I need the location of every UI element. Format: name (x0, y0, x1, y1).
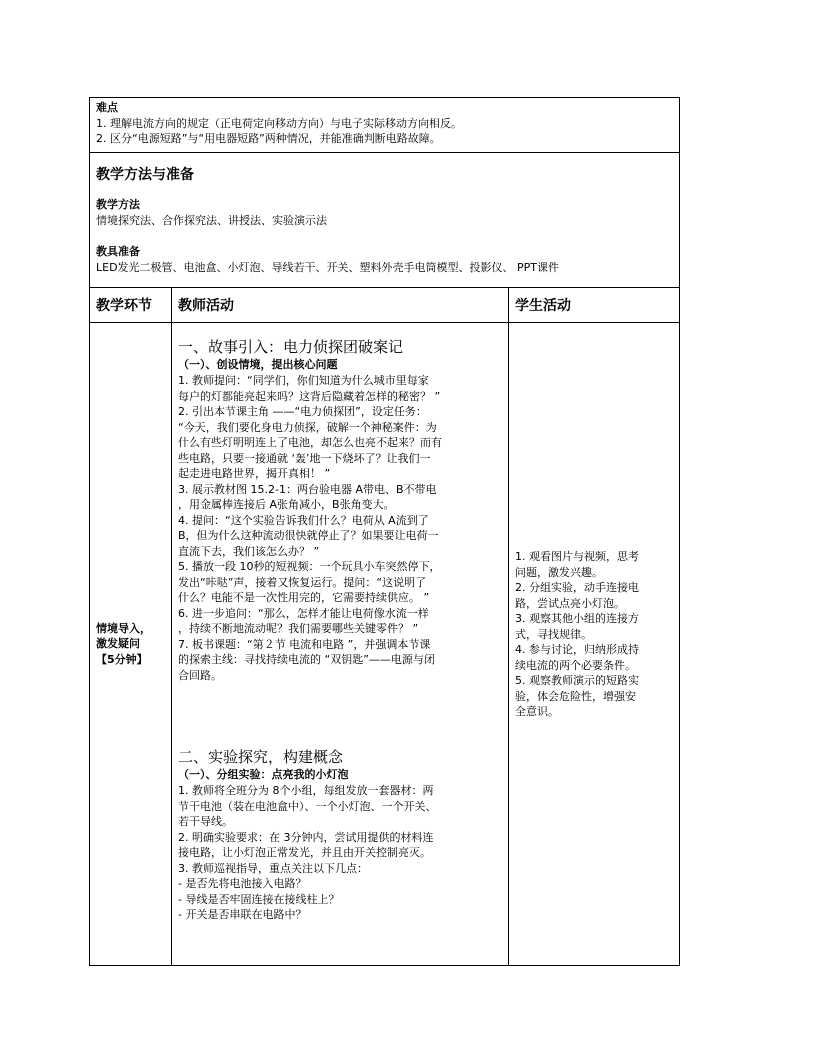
methods-cell (90, 153, 680, 288)
part2-title: 二、实验探究，构建概念 (178, 748, 344, 766)
part1-line-1: 1. 教师提问：“同学们，你们知道为什么城市里每家 (178, 374, 429, 387)
header-teacher: 教师活动 (172, 288, 509, 323)
difficulty-cell (90, 98, 680, 153)
header-stage: 教学环节 (90, 288, 172, 323)
part2-line-3: 若干导线。 (178, 815, 233, 828)
part1-line-12: 直流下去，我们该怎么办？ ” (178, 544, 320, 558)
stage-cell (90, 323, 172, 966)
prep-heading: 教具准备 (96, 245, 140, 258)
part2-line-8: - 导线是否牢固连接在接线柱上？ (178, 892, 340, 906)
table-header-row (90, 288, 680, 323)
part2-line-9: - 开关是否串联在电路中？ (178, 908, 307, 921)
stage-line-1: 情境导入， (96, 621, 151, 635)
part1-line-6: 些电路，只要一接通就 ‘轰’地一下烧坏了？让我们一 (178, 451, 431, 465)
student-line-2: 问题，激发兴趣。 (515, 565, 603, 579)
part1-subtitle: （一）、创设情境，提出核心问题 (178, 358, 338, 371)
part2-lines (178, 783, 502, 923)
part1-line-16: 6. 进一步追问：“那么，怎样才能让电荷像水流一样 (178, 606, 429, 620)
student-line-8: 续电流的两个必要条件。 (515, 658, 636, 672)
header-student: 学生活动 (509, 288, 680, 323)
part1-line-2: 每户的灯都能亮起来吗？这背后隐藏着怎样的秘密？ ” (178, 389, 441, 403)
difficulty-line-2: 2. 区分“电源短路”与“用电器短路”两种情况，并能准确判断电路故障。 (96, 132, 441, 145)
part1-line-20: 合回路。 (178, 668, 222, 682)
methods-section-title: 教学方法与准备 (96, 167, 194, 183)
student-line-6: 式，寻找规律。 (515, 627, 592, 641)
part1-line-19: 的探索主线：寻找持续电流的 “双钥匙”——电源与闭 (178, 653, 435, 666)
difficulty-line-1: 1. 理解电流方向的规定（正电荷定向移动方向）与电子实际移动方向相反。 (96, 116, 462, 130)
student-line-5: 3. 观察其他小组的连接方 (515, 612, 639, 625)
part2-line-6: 3. 教师巡视指导，重点关注以下几点： (178, 861, 368, 875)
student-activity-cell (509, 323, 680, 966)
part1-line-11: B，但为什么这种流动很快就停止了？如果要让电荷一 (178, 529, 439, 542)
student-line-11: 全意识。 (515, 705, 559, 718)
student-lines (515, 323, 673, 720)
part1-line-4: “今天，我们要化身电力侦探，破解一个神秘案件：为 (178, 420, 437, 434)
part2-line-4: 2. 明确实验要求：在 3分钟内，尝试用提供的材料连 (178, 830, 434, 844)
student-line-3: 2. 分组实验，动手连接电 (515, 581, 639, 594)
student-line-1: 1. 观看图片与视频，思考 (515, 550, 639, 563)
part1-line-14: 发出“咔哒”声，接着又恢复运行。提问：“这说明了 (178, 575, 427, 589)
stage-row (90, 323, 680, 966)
method-text: 情境探究法、合作探究法、讲授法、实验演示法 (96, 213, 327, 227)
part1-line-8: 3. 展示教材图 15.2-1：两台验电器 A带电、B不带电 (178, 482, 437, 496)
part2-line-7: - 是否先将电池接入电路？ (178, 877, 307, 890)
part2-line-5: 接电路，让小灯泡正常发光，并且由开关控制亮灭。 (178, 846, 431, 859)
difficulty-heading: 难点 (96, 101, 118, 114)
part1-line-18: 7. 板书课题：“第２节 电流和电路 ”，并强调本节课 (178, 637, 431, 651)
part1-line-9: ，用金属棒连接后 A张角减小，B张角变大。 (178, 498, 395, 511)
part1-line-10: 4. 提问：“这个实验告诉我们什么？电荷从 A流到了 (178, 513, 429, 527)
method-heading: 教学方法 (96, 198, 140, 211)
lesson-plan-page (89, 97, 679, 966)
student-line-9: 5. 观察教师演示的短路实 (515, 674, 639, 687)
part1-line-7: 起走进电路世界，揭开真相！ ” (178, 467, 331, 480)
teacher-activity-cell (172, 323, 509, 966)
part1-line-17: ，持续不断地流动呢？我们需要哪些关键零件？ ” (178, 622, 419, 635)
difficulty-row (90, 98, 680, 153)
methods-row (90, 153, 680, 288)
part2-subtitle: （一）、分组实验：点亮我的小灯泡 (178, 768, 349, 781)
part1-title: 一、故事引入：电力侦探团破案记 (178, 338, 404, 356)
stage-line-3: 【5分钟】 (96, 652, 148, 666)
prep-text: LED发光二极管、电池盒、小灯泡、导线若干、开关、塑料外壳手电筒模型、投影仪、 PPT课件 (96, 260, 560, 274)
student-line-10: 验，体会危险性，增强安 (515, 689, 636, 703)
student-line-7: 4. 参与讨论，归纳形成持 (515, 643, 639, 656)
lesson-plan-table (89, 97, 680, 966)
part1-line-15: 什么？电能不是一次性用完的，它需要持续供应。 ” (178, 591, 430, 604)
part1-line-5: 什么有些灯明明连上了电池，却怎么也亮不起来？而有 (178, 436, 442, 449)
part2-line-1: 1. 教师将全班分为 8个小组，每组发放一套器材：两 (178, 784, 434, 797)
stage-line-2: 激发疑问 (96, 637, 140, 651)
student-line-4: 路，尝试点亮小灯泡。 (515, 596, 625, 610)
part1-line-3: 2. 引出本节课主角 ——“电力侦探团”，设定任务： (178, 405, 427, 418)
part1-line-13: 5. 播放一段 10秒的短视频：一个玩具小车突然停下， (178, 560, 441, 573)
part2-line-2: 节干电池（装在电池盒中）、一个小灯泡、一个开关、 (178, 799, 437, 813)
part1-lines (178, 373, 502, 683)
